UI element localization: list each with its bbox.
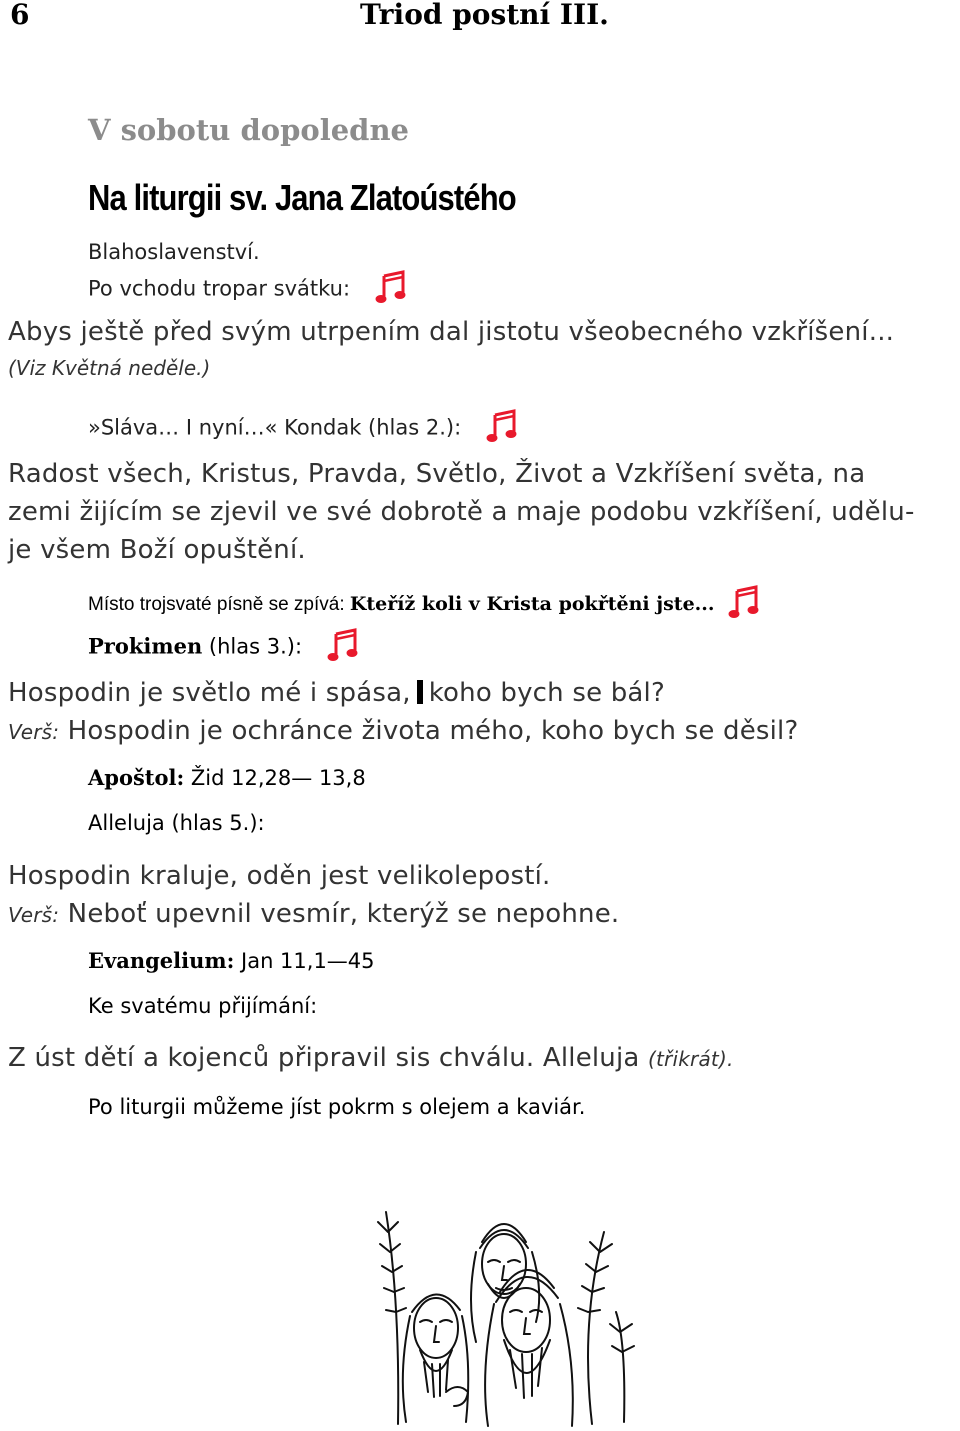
page-heading: Na liturgii sv. Jana Zlatoústého — [88, 177, 516, 218]
vers-text: Neboť upevnil vesmír, kterýž se nepohne. — [59, 899, 620, 929]
prijimani-line: Ke svatému přijímání: — [88, 994, 318, 1018]
verse-divider-icon — [417, 680, 423, 704]
prokimen-label: Prokimen — [88, 633, 203, 659]
slava-line — [88, 409, 518, 448]
vers-text: Hospodin je ochránce života mého, koho bych se děsil? — [59, 716, 799, 746]
prokimen-hlas: (hlas 3.): — [202, 634, 303, 659]
running-title: Triod postní III. — [360, 0, 609, 31]
music-note-icon — [486, 409, 518, 448]
po-liturgii-line: Po liturgii můžeme jíst pokrm s olejem a kaviár. — [88, 1095, 586, 1119]
music-note-icon — [375, 270, 407, 309]
blahoslavenstvi-line: Blahoslavenství. — [88, 240, 260, 264]
slava-text: »Sláva… I nyní…« Kondak (hlas 2.): — [88, 415, 462, 440]
prokimen-text — [8, 678, 665, 708]
misto-prefix: Místo trojsvaté písně se zpívá: — [88, 594, 350, 616]
vers-label: Verš: — [8, 903, 60, 927]
apostol-line — [88, 765, 366, 790]
section-title: V sobotu dopoledne — [88, 113, 409, 147]
prokimen-part-a: Hospodin je světlo mé i spása, — [8, 678, 411, 708]
evangelium-line — [88, 948, 375, 973]
three-apostles-illustration — [376, 1192, 646, 1427]
kondak-line-3: je všem Boží opuštění. — [8, 535, 306, 565]
music-note-icon — [728, 585, 760, 625]
alleluja-text: Hospodin kraluje, oděn jest velikolepostí. — [8, 861, 551, 891]
evangelium-label: Evangelium: — [88, 948, 235, 973]
page-number: 6 — [10, 0, 30, 31]
kondak-line-1: Radost všech, Kristus, Pravda, Světlo, Život a Vzkříšení světa, na — [8, 459, 866, 489]
prijimani-text — [8, 1043, 734, 1073]
vers-label: Verš: — [8, 720, 60, 744]
misto-hymn: Kteříž koli v Krista pokřtěni jste... — [349, 593, 715, 616]
apostol-ref: Žid 12,28— 13,8 — [184, 766, 366, 790]
vers-line-1 — [8, 716, 799, 746]
vers-line-2 — [8, 899, 619, 929]
prokimen-line — [88, 628, 359, 667]
misto-line — [88, 585, 760, 625]
po-vchodu-line — [88, 270, 407, 309]
viz-line: (Viz Květná neděle.) — [8, 356, 211, 380]
kondak-line-2: zemi žijícím se zjevil ve své dobrotě a maje podobu vzkříšení, udělu- — [8, 497, 915, 527]
trikrat-note: (třikrát). — [648, 1047, 734, 1071]
evangelium-ref: Jan 11,1—45 — [234, 949, 375, 973]
po-vchodu-text: Po vchodu tropar svátku: — [88, 276, 351, 301]
prokimen-part-b: koho bych se bál? — [428, 678, 665, 708]
music-note-icon — [327, 628, 359, 667]
alleluja-line: Alleluja (hlas 5.): — [88, 811, 265, 835]
tropar-line: Abys ještě před svým utrpením dal jistotu všeobecného vzkříšení... — [8, 317, 895, 347]
apostol-label: Apoštol: — [88, 765, 185, 790]
prijimani-verse: Z úst dětí a kojenců připravil sis chválu. Alleluja — [8, 1043, 640, 1073]
